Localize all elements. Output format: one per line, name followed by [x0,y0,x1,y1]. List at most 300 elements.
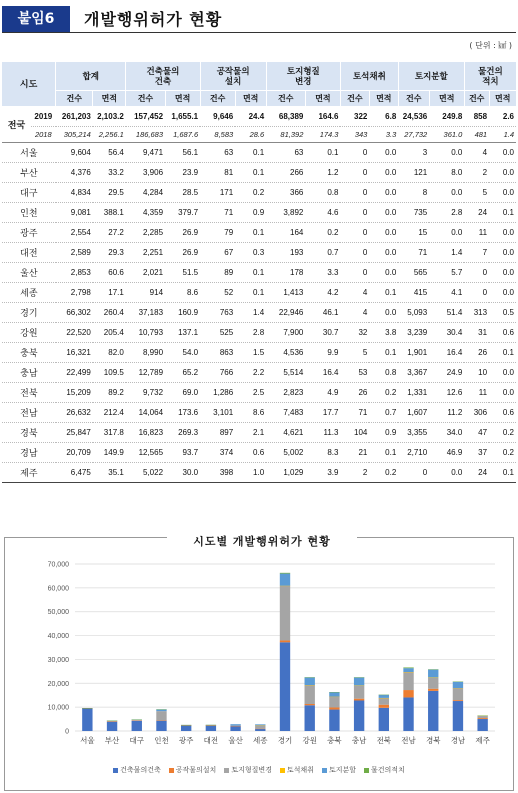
value-cell: 3.8 [369,323,398,343]
value-cell: 6.8 [369,107,398,127]
value-cell: 30.0 [165,463,200,483]
value-cell: 16.4 [429,343,464,363]
value-cell: 8,990 [126,343,165,363]
group-header: 토석채취 [340,62,398,91]
value-cell: 9,732 [126,383,165,403]
bar-segment [428,689,438,691]
value-cell: 2.1 [235,423,266,443]
value-cell: 60.6 [93,263,126,283]
value-cell: 415 [398,283,429,303]
legend-swatch [280,768,285,773]
value-cell: 388.1 [93,203,126,223]
value-cell: 11.3 [305,423,340,443]
legend-label: 물건의적치 [371,766,405,774]
value-cell: 0.0 [369,303,398,323]
value-cell: 0.0 [489,363,516,383]
sub-header: 건수 [126,91,165,107]
sub-header: 건수 [56,91,93,107]
x-tick-label: 충북 [327,736,342,745]
legend-label: 건축물의건축 [120,766,161,774]
value-cell: 0.9 [235,203,266,223]
value-cell: 2.6 [489,107,516,127]
value-cell: 52 [200,283,235,303]
value-cell: 1,413 [266,283,305,303]
value-cell: 565 [398,263,429,283]
y-tick-label: 10,000 [47,704,69,712]
value-cell: 63 [266,143,305,163]
appendix-badge: 붙임6 [2,6,70,32]
y-tick-label: 60,000 [47,585,69,593]
bar-segment [156,711,166,720]
value-cell: 164.6 [305,107,340,127]
bar-segment [354,700,364,731]
value-cell: 0 [340,243,369,263]
table-row [2,363,516,383]
table-row [2,403,516,423]
value-cell: 81,392 [266,127,305,143]
value-cell: 22,946 [266,303,305,323]
value-cell: 0.1 [369,443,398,463]
value-cell: 6,475 [56,463,93,483]
value-cell: 766 [200,363,235,383]
table-row [2,463,516,483]
value-cell: 10,793 [126,323,165,343]
bar-segment [305,677,315,685]
value-cell: 0.1 [489,203,516,223]
value-cell: 0.7 [369,403,398,423]
page-title: 개발행위허가 현황 [84,10,223,29]
value-cell: 0.9 [369,423,398,443]
value-cell: 2,021 [126,263,165,283]
bar-segment [428,691,438,731]
table-row [2,443,516,463]
legend-item [280,766,314,774]
value-cell: 2.8 [429,203,464,223]
table-row [2,383,516,403]
value-cell: 56.4 [93,143,126,163]
value-cell: 15,209 [56,383,93,403]
table-row [2,243,516,263]
region-cell: 경북 [2,423,56,443]
bar-segment [329,692,339,697]
value-cell: 25,847 [56,423,93,443]
region-cell: 울산 [2,263,56,283]
region-cell: 광주 [2,223,56,243]
value-cell: 0.1 [235,283,266,303]
value-cell: 63 [200,143,235,163]
value-cell: 7,900 [266,323,305,343]
year-cell: 2018 [31,127,56,143]
bar-segment [403,697,413,731]
value-cell: 30.4 [429,323,464,343]
page-header [2,6,516,33]
value-cell: 398 [200,463,235,483]
value-cell: 0.1 [235,143,266,163]
value-cell: 0.1 [489,463,516,483]
value-cell: 12,565 [126,443,165,463]
table-row [2,183,516,203]
value-cell: 65.2 [165,363,200,383]
value-cell: 0 [340,183,369,203]
value-cell: 5,514 [266,363,305,383]
chart-panel [4,537,514,791]
value-cell: 71 [398,243,429,263]
value-cell: 0.0 [429,463,464,483]
bar-segment [132,721,142,731]
value-cell: 26 [340,383,369,403]
y-tick-label: 40,000 [47,633,69,641]
value-cell: 1,331 [398,383,429,403]
value-cell: 306 [464,403,489,423]
value-cell: 8.0 [429,163,464,183]
value-cell: 343 [340,127,369,143]
legend-label: 토지분할 [328,766,357,774]
x-tick-label: 경기 [277,736,293,745]
value-cell: 3,239 [398,323,429,343]
bar-segment [477,718,487,719]
value-cell: 24 [464,203,489,223]
bar-segment [156,721,166,731]
value-cell: 22,499 [56,363,93,383]
value-cell: 0 [340,143,369,163]
value-cell: 2,256.1 [93,127,126,143]
value-cell: 0.7 [305,243,340,263]
value-cell: 5,093 [398,303,429,323]
value-cell: 0.0 [369,243,398,263]
value-cell: 266 [266,163,305,183]
bar-segment [82,708,92,731]
value-cell: 2,853 [56,263,93,283]
legend-swatch [364,768,369,773]
value-cell: 2 [340,463,369,483]
value-cell: 24,536 [398,107,429,127]
value-cell: 858 [464,107,489,127]
value-cell: 0.0 [369,263,398,283]
value-cell: 0.1 [489,343,516,363]
bar-segment [379,698,389,705]
value-cell: 374 [200,443,235,463]
bar-segment [206,726,216,731]
legend-label: 토석채취 [286,766,314,774]
value-cell: 0.3 [235,243,266,263]
legend-item [113,766,161,774]
value-cell: 1,029 [266,463,305,483]
value-cell: 4,536 [266,343,305,363]
value-cell: 71 [200,203,235,223]
bar-segment [453,701,463,731]
legend-swatch [169,768,174,773]
value-cell: 5 [464,183,489,203]
value-cell: 0.2 [369,383,398,403]
table-row [2,223,516,243]
table-row [2,303,516,323]
value-cell: 0.0 [369,143,398,163]
sub-header: 건수 [464,91,489,107]
value-cell: 525 [200,323,235,343]
value-cell: 261,203 [56,107,93,127]
value-cell: 9,471 [126,143,165,163]
legend-item [224,766,272,774]
x-tick-label: 부산 [104,736,120,745]
bar-segment [379,705,389,708]
value-cell: 16.4 [305,363,340,383]
sub-header: 면적 [93,91,126,107]
group-header: 물건의 적치 [464,62,516,91]
x-tick-label: 제주 [475,736,490,745]
value-cell: 17.1 [93,283,126,303]
sub-header: 건수 [398,91,429,107]
value-cell: 10 [464,363,489,383]
y-tick-label: 30,000 [47,656,69,664]
bar-segment [379,695,389,698]
value-cell: 1.4 [235,303,266,323]
bar-segment [403,690,413,697]
value-cell: 51.5 [165,263,200,283]
unit-label: ( 단위 : ㎢ ) [469,41,512,50]
value-cell: 32 [340,323,369,343]
value-cell: 2,285 [126,223,165,243]
sub-header: 면적 [429,91,464,107]
value-cell: 9.9 [305,343,340,363]
value-cell: 0.1 [369,283,398,303]
year-cell: 2019 [31,107,56,127]
value-cell: 0.8 [305,183,340,203]
value-cell: 47 [464,423,489,443]
table-row [2,127,516,143]
value-cell: 0.0 [489,383,516,403]
value-cell: 322 [340,107,369,127]
table-row [2,323,516,343]
value-cell: 164 [266,223,305,243]
value-cell: 68,389 [266,107,305,127]
legend-item [169,766,217,774]
value-cell: 56.1 [165,143,200,163]
value-cell: 29.3 [93,243,126,263]
value-cell: 0.2 [305,223,340,243]
value-cell: 0.8 [369,363,398,383]
value-cell: 3,906 [126,163,165,183]
value-cell: 17.7 [305,403,340,423]
value-cell: 1,286 [200,383,235,403]
value-cell: 317.8 [93,423,126,443]
value-cell: 0 [340,203,369,223]
x-tick-label: 인천 [154,736,169,745]
sub-header: 건수 [266,91,305,107]
bar-segment [255,724,265,725]
value-cell: 3,367 [398,363,429,383]
value-cell: 173.6 [165,403,200,423]
bar-segment [428,678,438,689]
value-cell: 3,355 [398,423,429,443]
value-cell: 11 [464,223,489,243]
value-cell: 0.6 [235,443,266,463]
value-cell: 0.0 [369,203,398,223]
value-cell: 4,621 [266,423,305,443]
value-cell: 4.2 [305,283,340,303]
value-cell: 0.6 [489,403,516,423]
bar-segment [230,724,240,725]
bar-segment [255,729,265,731]
value-cell: 171 [200,183,235,203]
x-tick-label: 강원 [302,736,317,745]
bar-segment [305,705,315,731]
value-cell: 1,687.6 [165,127,200,143]
value-cell: 12.6 [429,383,464,403]
value-cell: 104 [340,423,369,443]
value-cell: 0 [340,163,369,183]
bar-segment [354,677,364,685]
value-cell: 5,002 [266,443,305,463]
table-row [2,263,516,283]
y-tick-label: 0 [65,728,69,736]
value-cell: 29.5 [93,183,126,203]
value-cell: 0.0 [489,183,516,203]
value-cell: 0.0 [369,223,398,243]
region-cell: 인천 [2,203,56,223]
value-cell: 0.0 [489,143,516,163]
region-cell: 강원 [2,323,56,343]
legend-label: 토지형질변경 [231,766,272,774]
bar-segment [354,699,364,701]
table-row [2,203,516,223]
value-cell: 5.7 [429,263,464,283]
value-cell: 1.0 [235,463,266,483]
value-cell: 0 [464,263,489,283]
group-header: 토지분할 [398,62,464,91]
value-cell: 93.7 [165,443,200,463]
value-cell: 174.3 [305,127,340,143]
bar-segment [453,700,463,701]
value-cell: 54.0 [165,343,200,363]
value-cell: 0.6 [489,323,516,343]
region-header: 시도 [2,62,56,107]
value-cell: 2,589 [56,243,93,263]
value-cell: 8.6 [235,403,266,423]
value-cell: 0.0 [429,183,464,203]
x-tick-label: 경북 [425,736,441,745]
legend-label: 공작물의설치 [175,766,217,774]
bar-segment [305,685,315,704]
group-header: 공작물의 설치 [200,62,266,91]
value-cell: 186,683 [126,127,165,143]
bar-segment [305,704,315,705]
value-cell: 0.1 [305,143,340,163]
table-row [2,343,516,363]
y-tick-label: 20,000 [47,680,69,688]
value-cell: 7,483 [266,403,305,423]
bar-segment [181,726,191,731]
sub-header: 면적 [489,91,516,107]
value-cell: 79 [200,223,235,243]
bar-segment [280,640,290,642]
value-cell: 26,632 [56,403,93,423]
value-cell: 2.2 [235,363,266,383]
value-cell: 0.1 [235,263,266,283]
value-cell: 0.1 [369,343,398,363]
table-row [2,143,516,163]
stacked-bar-chart [5,538,513,790]
value-cell: 7 [464,243,489,263]
bar-segment [354,686,364,699]
value-cell: 0.1 [235,223,266,243]
bar-segment [403,668,413,672]
value-cell: 0.0 [489,283,516,303]
x-tick-label: 서울 [80,736,95,745]
value-cell: 31 [464,323,489,343]
value-cell: 1,607 [398,403,429,423]
value-cell: 0.0 [369,183,398,203]
value-cell: 0.5 [489,303,516,323]
value-cell: 0.2 [235,183,266,203]
value-cell: 2,103.2 [93,107,126,127]
legend-item [322,766,356,774]
bar-segment [280,642,290,731]
value-cell: 37,183 [126,303,165,323]
value-cell: 1,655.1 [165,107,200,127]
y-tick-label: 70,000 [47,561,69,569]
region-cell: 경남 [2,443,56,463]
value-cell: 0 [340,263,369,283]
x-tick-label: 대전 [203,736,219,745]
group-header: 합계 [56,62,126,91]
chart-legend [5,765,513,775]
x-tick-label: 전북 [376,736,392,745]
value-cell: 157,452 [126,107,165,127]
table-row [2,107,516,127]
value-cell: 5,022 [126,463,165,483]
value-cell: 269.3 [165,423,200,443]
x-tick-label: 광주 [178,736,194,745]
value-cell: 149.9 [93,443,126,463]
value-cell: 26.9 [165,223,200,243]
value-cell: 3,892 [266,203,305,223]
value-cell: 22,520 [56,323,93,343]
region-cell: 세종 [2,283,56,303]
value-cell: 11.2 [429,403,464,423]
value-cell: 4,376 [56,163,93,183]
bar-segment [453,688,463,700]
value-cell: 366 [266,183,305,203]
region-cell: 경기 [2,303,56,323]
value-cell: 26 [464,343,489,363]
value-cell: 0.0 [489,163,516,183]
legend-swatch [224,768,229,773]
bar-segment [107,722,117,731]
value-cell: 14,064 [126,403,165,423]
region-cell: 충남 [2,363,56,383]
region-cell: 제주 [2,463,56,483]
value-cell: 763 [200,303,235,323]
value-cell: 4 [340,303,369,323]
value-cell: 160.9 [165,303,200,323]
value-cell: 2,554 [56,223,93,243]
value-cell: 863 [200,343,235,363]
value-cell: 0 [398,463,429,483]
value-cell: 4 [464,143,489,163]
value-cell: 37 [464,443,489,463]
value-cell: 735 [398,203,429,223]
group-header: 건축물의 건축 [126,62,200,91]
region-cell: 전북 [2,383,56,403]
legend-item [364,766,405,774]
value-cell: 89.2 [93,383,126,403]
x-tick-label: 전남 [401,736,416,745]
group-header: 토지형질 변경 [266,62,340,91]
value-cell: 15 [398,223,429,243]
value-cell: 2 [464,163,489,183]
value-cell: 28.5 [165,183,200,203]
bar-segment [255,725,265,728]
